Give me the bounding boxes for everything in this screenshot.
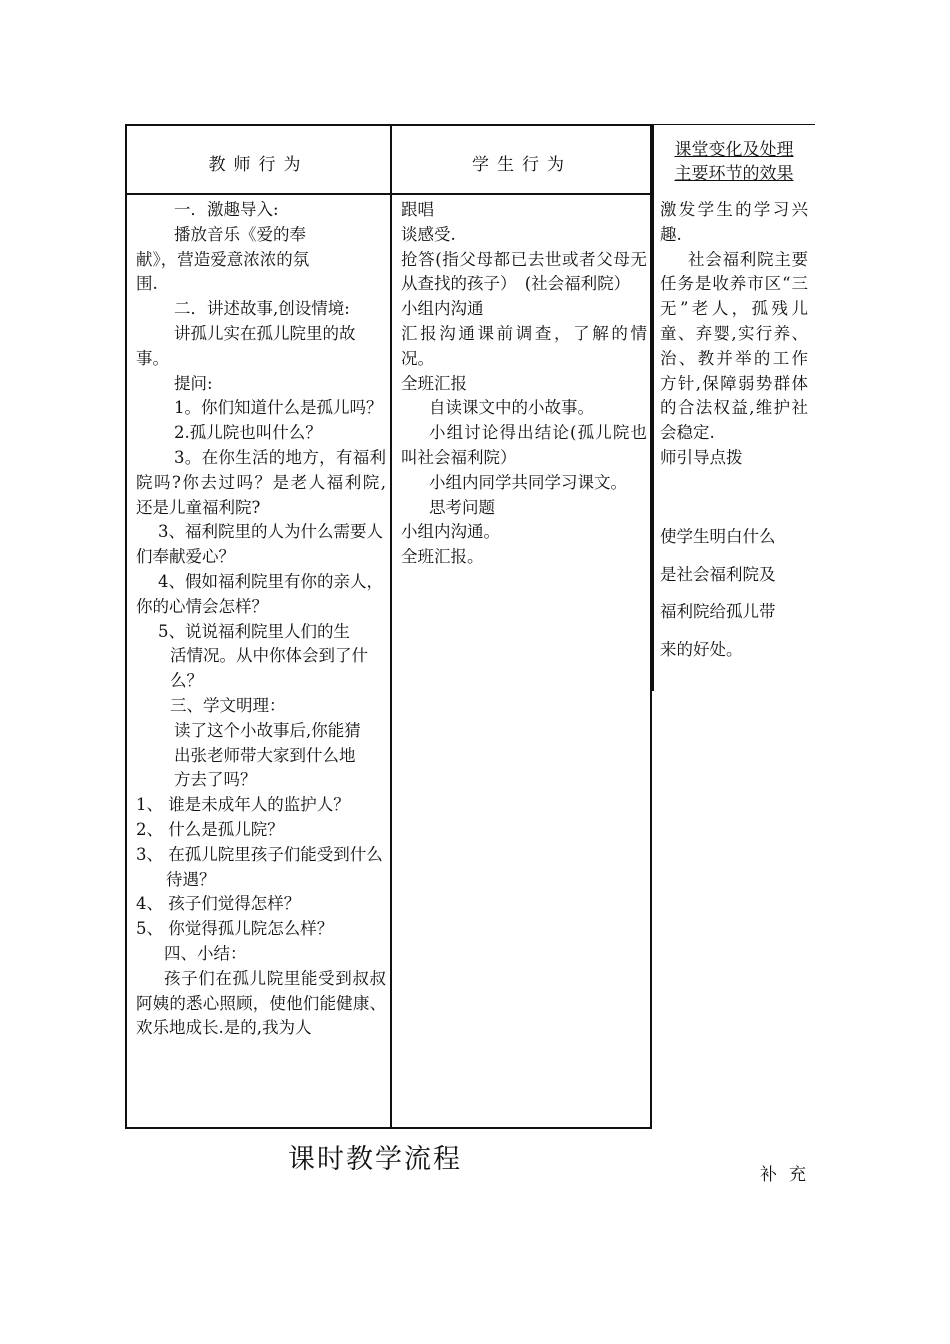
header-divider bbox=[125, 193, 652, 195]
effect-note bbox=[660, 518, 808, 668]
supplement-label: 补充 bbox=[760, 1165, 818, 1185]
teacher-line: 讲孤儿实在孤儿院里的故事。 bbox=[136, 323, 356, 368]
teacher-line: 3、福利院里的人为什么需要人们奉献爱心？ bbox=[136, 522, 383, 567]
teacher-line: 孩子们在孤儿院里能受到叔叔阿姨的悉心照顾，使他们能健康、欢乐地成长.是的,我为人 bbox=[136, 968, 386, 1038]
student-line: 抢答(指父母都已去世或者父母无从查找的孩子） (社会福利院） bbox=[401, 249, 647, 294]
effect-note-line: 福利院给孤儿带 bbox=[660, 602, 776, 621]
teacher-line: 一．激趣导入: bbox=[174, 200, 279, 219]
student-line: 自读课文中的小故事。 bbox=[429, 398, 594, 418]
teacher-line: 5、 你觉得孤儿院怎么样？ bbox=[136, 919, 334, 939]
student-line: 小组内同学共同学习课文。 bbox=[429, 472, 627, 492]
teacher-behavior-cell bbox=[136, 198, 386, 1041]
teacher-line: 三、学文明理： bbox=[170, 695, 286, 715]
student-line: 思考问题 bbox=[429, 497, 495, 517]
teacher-line: 4、假如福利院里有你的亲人，你的心情会怎样？ bbox=[136, 571, 383, 616]
student-line: 全班汇报。 bbox=[401, 547, 484, 567]
teacher-line: 活情况。从中你体会到了什么？ bbox=[170, 646, 368, 691]
lesson-flow-title: 课时教学流程 bbox=[288, 1144, 462, 1175]
teacher-line: 1、 谁是未成年人的监护人？ bbox=[136, 795, 350, 815]
student-line: 小组内沟通 bbox=[401, 299, 484, 319]
student-line: 小组内沟通。 bbox=[401, 522, 500, 542]
student-behavior-cell bbox=[401, 198, 647, 570]
teacher-line: 读了这个小故事后,你能猜出张老师带大家到什么地方去了吗？ bbox=[174, 720, 361, 790]
teacher-line: 5、说说福利院里人们的生 bbox=[158, 621, 350, 641]
effect-note-line: 使学生明白什么 bbox=[660, 527, 776, 546]
teacher-line: 1。你们知道什么是孤儿吗？ bbox=[174, 398, 383, 418]
effect-column-header: 课堂变化及处理 主要环节的效果 bbox=[674, 140, 794, 184]
right-column-top-rule bbox=[652, 124, 815, 125]
effect-line: 师引导点拨 bbox=[660, 447, 743, 467]
student-behavior-header: 学生行为 bbox=[472, 155, 572, 175]
teacher-line: 二．讲述故事,创设情境: bbox=[174, 299, 350, 319]
effect-line: 激发学生的学习兴趣. bbox=[660, 200, 808, 244]
teacher-behavior-header: 教师行为 bbox=[208, 155, 309, 175]
right-column-left-rule bbox=[652, 124, 654, 691]
teacher-line: 3、 在孤儿院里孩子们能受到什么待遇？ bbox=[136, 844, 383, 889]
column-divider bbox=[390, 124, 392, 1129]
effect-note-line: 来的好处。 bbox=[660, 639, 743, 659]
teacher-line: 播放音乐《爱的奉献》，营造爱意浓浓的氛围. bbox=[136, 224, 310, 294]
student-line: 全班汇报 bbox=[401, 373, 467, 393]
student-line: 谈感受. bbox=[401, 224, 456, 244]
teacher-line: 提问: bbox=[174, 373, 213, 393]
teacher-line: 四、小结： bbox=[164, 943, 247, 963]
student-line: 小组讨论得出结论(孤儿院也叫社会福利院） bbox=[401, 423, 647, 467]
teacher-line: 2.孤儿院也叫什么？ bbox=[174, 423, 322, 443]
teacher-line: 3。在你生活的地方，有福利院吗?你去过吗？是老人福利院, 还是儿童福利院? bbox=[136, 447, 386, 517]
effect-column-body bbox=[660, 198, 808, 471]
effect-note-line: 是社会福利院及 bbox=[660, 564, 776, 584]
teacher-line: 2、 什么是孤儿院？ bbox=[136, 819, 284, 839]
teacher-line: 4、 孩子们觉得怎样？ bbox=[136, 894, 301, 914]
student-line: 跟唱 bbox=[401, 200, 434, 219]
effect-line: 社会福利院主要任务是收养市区“三无”老人，孤残儿童、弃婴,实行养、治、教并举的工作方针,保障弱势群体的合法权益,维护社会稳定. bbox=[660, 249, 808, 443]
student-line: 汇报沟通课前调查，了解的情况。 bbox=[401, 323, 647, 368]
